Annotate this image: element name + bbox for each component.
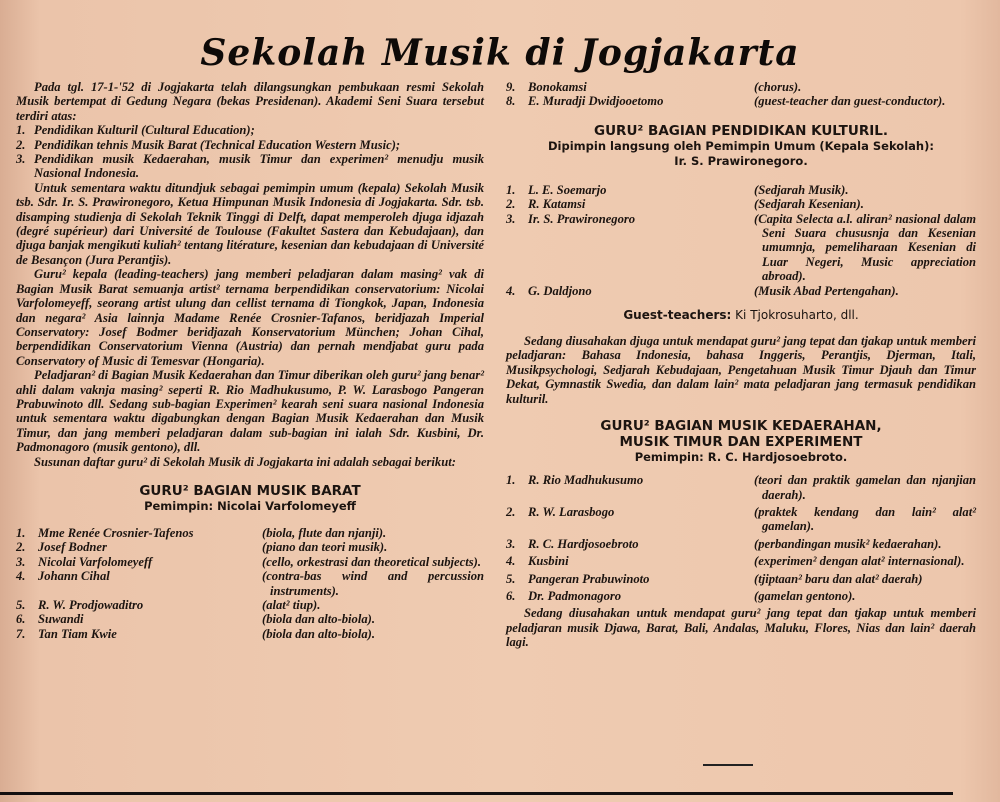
teacher-row xyxy=(16,540,484,554)
teacher-row xyxy=(16,612,484,626)
teacher-subject: (cello, orkestrasi dan theoretical subjects). xyxy=(262,554,481,569)
section-leader-kulturil: Ir. S. Prawironegoro. xyxy=(674,153,808,168)
teacher-number: 1. xyxy=(506,182,516,197)
teacher-number: 3. xyxy=(16,554,26,569)
teacher-row xyxy=(506,284,976,298)
teacher-row xyxy=(506,197,976,211)
teacher-row xyxy=(506,473,976,502)
teacher-number: 2. xyxy=(506,197,516,212)
teacher-subject: (Capita Selecta a.l. aliran² nasional dalam Seni Suara chususnja dan Kesenian umumnja, pemeliharaan Kesenian di Luar Negeri, Music appreciation abroad). xyxy=(754,211,976,284)
teacher-subject: (contra-bas wind and percussion instruments). xyxy=(262,569,484,598)
section-end-rule xyxy=(703,764,753,766)
section-heading-kedaerahan-2: MUSIK TIMUR DAN EXPERIMENT xyxy=(619,434,863,451)
section-leader-kedaerahan: Pemimpin: R. C. Hardjosoebroto. xyxy=(634,450,848,465)
paragraph-list-intro: Susunan daftar guru² di Sekolah Musik di Jogjakarta ini adalah sebagai berikut: xyxy=(34,454,456,469)
teacher-name: Johann Cihal xyxy=(38,569,110,584)
teacher-number: 7. xyxy=(16,626,26,641)
teacher-number: 4. xyxy=(506,554,516,569)
teacher-number: 6. xyxy=(16,612,26,627)
teacher-name: Bonokamsi xyxy=(528,80,587,94)
teacher-name: Nicolai Varfolomeyeff xyxy=(38,554,153,569)
teacher-subject: (Sedjarah Kesenian). xyxy=(754,197,864,212)
teacher-number: 3. xyxy=(506,211,516,226)
teacher-list-barat xyxy=(16,526,484,641)
section-subheading-kulturil: Dipimpin langsung oleh Pemimpin Umum (Kepala Sekolah): xyxy=(548,138,934,153)
guest-teachers-label: Guest-teachers: xyxy=(623,308,732,323)
teacher-subject: (biola, flute dan njanji). xyxy=(262,525,387,540)
teacher-row xyxy=(506,537,976,551)
paragraph-kulturil-note: Sedang diusahakan djuga untuk mendapat guru² jang tepat dan tjakap untuk memberi peladjaran: Bahasa Indonesia, bahasa Inggeris, Perantjis, Djerman, Itali, Musikpsychologi, Sedjarah Kebudajaan, Pengetahuan Musik Timur Djauh dan Timur Dekat, Gymnastik Swedia, dan dalam lain² mata peladjaran jang termasuk pendidikan kulturil. xyxy=(506,334,976,406)
paragraph-leadership: Untuk sementara waktu ditundjuk sebagai pemimpin umum (kepala) Sekolah Musik tsb. Sdr. Ir. S. Prawironegoro, Ketua Himpunan Musik Indonesia di Jogjakarta. Sdr. tsb. disamping studienja di Sekolah Teknik Tinggi di Delft, dapat memperoleh djuga idjazah (degré supérieur) dari Université de Toulouse (Fakultet Sastera dan Kebudajaan), dan djuga banjak mengikuti kuliah² tentang litérature, kesenian dan kebudajaan di Université de Besançon (Jura Perantjis). xyxy=(16,180,484,267)
teacher-subject: (praktek kendang dan lain² alat² gamelan). xyxy=(754,504,976,534)
teacher-name: R. W. Larasbogo xyxy=(528,504,615,519)
teacher-number: 4. xyxy=(16,569,26,584)
teacher-name: R. C. Hardjosoebroto xyxy=(528,536,639,551)
teacher-name: R. Rio Madhukusumo xyxy=(528,473,644,488)
teacher-number: 5. xyxy=(506,571,516,586)
paragraph-kedaerahan: Peladjaran² di Bagian Musik Kedaerahan dan Timur diberikan oleh guru² jang benar² ahli dalam vaknja masing² seperti R. Rio Madhukusumo, P. W. Larasbogo Pangeran Prabuwinoto dll. Sedang sub-bagian Experimen² kearah seni suara nasional Indonesia untuk sementara waktu digabungkan dengan Bagian Musik Kedaerahan dan Musik Timur, dan jang memberi peladjaran dalam sub-bagian ini ialah Sdr. Kusbini, Dr. Padmonagoro (musik gentono), dll. xyxy=(16,368,484,455)
program-item: 3. Pendidikan musik Kedaerahan, musik Timur dan experimen² menudju musik Nasional Indonesia. xyxy=(16,152,484,181)
teacher-row xyxy=(506,94,976,108)
teacher-row xyxy=(506,589,976,603)
intro-paragraph: Pada tgl. 17-1-'52 di Jogjakarta telah dilangsungkan pembukaan resmi Sekolah Musik bertempat di Gedung Negara (bekas Presidenan). Akademi Seni Suara tersebut terdiri atas: xyxy=(16,80,484,123)
teacher-name: G. Daldjono xyxy=(528,283,592,298)
teacher-row xyxy=(506,505,976,534)
teacher-name: Ir. S. Prawironegoro xyxy=(528,211,636,226)
teacher-subject: (biola dan alto-biola). xyxy=(262,612,375,627)
teacher-list-barat-continued xyxy=(506,80,976,109)
teacher-number: 6. xyxy=(506,588,516,603)
teacher-number: 4. xyxy=(506,283,516,298)
teacher-subject: (experimen² dengan alat² internasional). xyxy=(754,554,965,569)
teacher-name: Dr. Padmonagoro xyxy=(528,588,622,603)
teacher-row xyxy=(16,569,484,598)
guest-teachers xyxy=(506,308,976,322)
teacher-name: Suwandi xyxy=(38,612,84,627)
teacher-row xyxy=(506,183,976,197)
teacher-list-kedaerahan xyxy=(506,473,976,603)
section-heading-kulturil: GURU² BAGIAN PENDIDIKAN KULTURIL. xyxy=(594,122,888,139)
teacher-list-kulturil xyxy=(506,183,976,298)
teacher-subject: (Musik Abad Pertengahan). xyxy=(754,283,899,298)
teacher-name: Josef Bodner xyxy=(38,540,107,555)
teacher-name: Mme Renée Crosnier-Tafenos xyxy=(38,525,194,540)
paragraph-leading-teachers: Guru² kepala (leading-teachers) jang memberi peladjaran dalam masing² vak di Bagian Musik Barat semuanja artist² ternama berpendidikan conservatorium: Nicolai Varfolomeyeff, seorang artist ulung dan cellist ternama di Tiongkok, Japan, Indonesia dan negara² Asia lainnja Madame Renée Crosnier-Tafanos, beridjazah Imperial Conservatory: Josef Bodmer beridjazah Konservatorium München; Johan Cihal, berpendidikan Conservatorium Vienna (Austria) dan pernah mendjabat guru pada Conservatory of Music di Temesvar (Hongaria). xyxy=(16,267,484,368)
section-heading-barat: GURU² BAGIAN MUSIK BARAT xyxy=(139,482,361,499)
teacher-subject: (alat² tiup). xyxy=(262,598,321,612)
right-column xyxy=(506,80,976,650)
teacher-number: 1. xyxy=(16,525,26,540)
teacher-subject: (gamelan gentono). xyxy=(754,588,856,603)
teacher-name: R. Katamsi xyxy=(528,197,586,212)
teacher-number: 5. xyxy=(16,598,26,612)
left-column xyxy=(16,80,484,641)
teacher-number: 8. xyxy=(506,94,516,109)
teacher-subject: (perbandingan musik² kedaerahan). xyxy=(754,536,942,551)
teacher-subject: (piano dan teori musik). xyxy=(262,540,388,555)
teacher-name: Kusbini xyxy=(528,554,569,569)
teacher-name: L. E. Soemarjo xyxy=(528,182,607,197)
teacher-row xyxy=(16,627,484,641)
teacher-number: 3. xyxy=(506,536,516,551)
teacher-row xyxy=(506,80,976,94)
paragraph-kedaerahan-note: Sedang diusahakan untuk mendapat guru² jang tepat dan tjakap untuk memberi peladjaran musik Djawa, Barat, Bali, Andalas, Maluku, Flores, Nias dan lain² daerah lagi. xyxy=(506,606,976,650)
teacher-row xyxy=(506,212,976,284)
teacher-number: 1. xyxy=(506,473,516,488)
page-bottom-rule xyxy=(0,792,953,795)
teacher-row xyxy=(506,572,976,586)
program-list xyxy=(16,123,484,181)
teacher-name: E. Muradji Dwidjooetomo xyxy=(528,94,664,109)
guest-teachers-value: Ki Tjokrosuharto, dll. xyxy=(735,308,859,323)
teacher-subject: (teori dan praktik gamelan dan njanjian daerah). xyxy=(754,473,976,502)
program-item: 1. Pendidikan Kulturil (Cultural Education); xyxy=(16,123,255,138)
teacher-subject: (guest-teacher dan guest-conductor). xyxy=(754,94,946,109)
teacher-row xyxy=(16,526,484,540)
article-title: Sekolah Musik di Jogjakarta xyxy=(200,32,800,75)
teacher-name: Tan Tiam Kwie xyxy=(38,626,117,641)
teacher-row xyxy=(16,598,484,612)
section-heading-kedaerahan-1: GURU² BAGIAN MUSIK KEDAERAHAN, xyxy=(600,418,882,435)
teacher-row xyxy=(16,555,484,569)
teacher-number: 9. xyxy=(506,80,516,94)
teacher-subject: (biola dan alto-biola). xyxy=(262,626,375,641)
teacher-number: 2. xyxy=(16,540,26,555)
teacher-row xyxy=(506,554,976,568)
teacher-name: R. W. Prodjowaditro xyxy=(38,598,144,612)
teacher-name: Pangeran Prabuwinoto xyxy=(528,571,650,586)
teacher-subject: (chorus). xyxy=(754,80,802,94)
teacher-subject: (Sedjarah Musik). xyxy=(754,182,849,197)
teacher-subject: (tjiptaan² baru dan alat² daerah) xyxy=(754,571,923,586)
program-item: 2. Pendidikan tehnis Musik Barat (Technical Education Western Music); xyxy=(16,137,401,152)
section-leader-barat: Pemimpin: Nicolai Varfolomeyeff xyxy=(144,498,356,513)
teacher-number: 2. xyxy=(506,504,516,519)
